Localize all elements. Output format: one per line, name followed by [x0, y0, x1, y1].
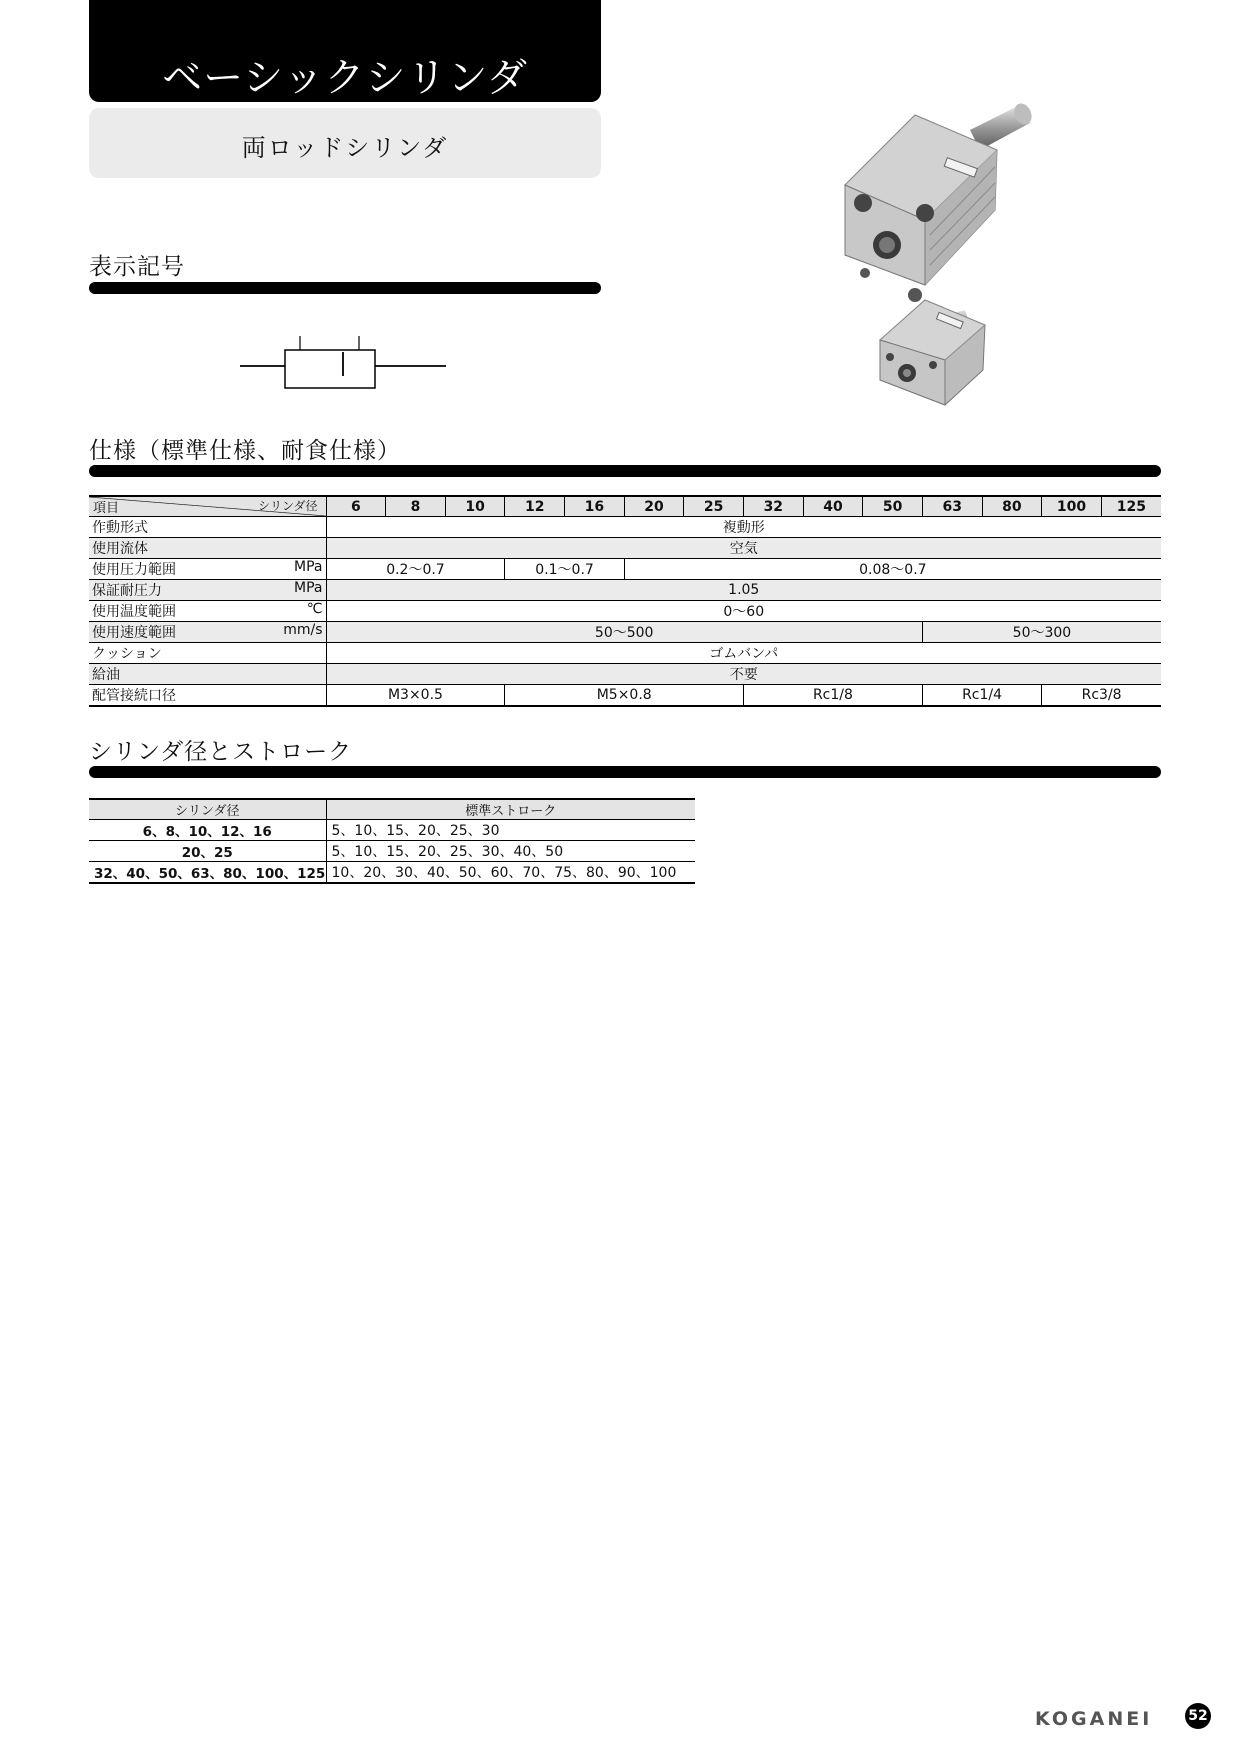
bore-header-cell: 125 — [1101, 496, 1161, 517]
spec-row-label: 作動形式 — [92, 520, 148, 537]
spec-value-cell: Rc1/8 — [743, 685, 922, 707]
spec-row-label-cell — [89, 580, 326, 601]
koganei-logo — [1035, 1706, 1170, 1730]
spec-row-unit: mm/s — [283, 622, 323, 639]
svg-text:KOGANEI: KOGANEI — [1035, 1708, 1153, 1730]
bore-header-cell: 50 — [863, 496, 923, 517]
bore-header-cell: 20 — [624, 496, 684, 517]
spec-value-cell: 0.2〜0.7 — [326, 559, 505, 580]
stroke-row — [89, 841, 695, 862]
spec-row-label: 給油 — [92, 667, 120, 684]
spec-row-label: 使用圧力範囲 — [92, 562, 176, 579]
stroke-table-header — [89, 799, 695, 820]
spec-row-label-cell — [89, 601, 326, 622]
spec-row-label-cell — [89, 685, 326, 707]
cylinder-symbol-diagram — [240, 330, 450, 390]
spec-row-label-cell — [89, 538, 326, 559]
bore-header-cell: 80 — [982, 496, 1042, 517]
spec-row-unit: MPa — [294, 559, 323, 576]
corner-bore-label: シリンダ径 — [257, 499, 318, 513]
bore-header-cell: 12 — [505, 496, 565, 517]
spec-row-label: 使用温度範囲 — [92, 604, 176, 621]
spec-row — [89, 538, 1161, 559]
spec-row-unit: MPa — [294, 580, 323, 597]
stroke-header-strokes: 標準ストローク — [326, 799, 695, 820]
symbol-section-bar — [89, 282, 601, 294]
spec-value-cell: 0〜60 — [326, 601, 1161, 622]
stroke-section-title: シリンダ径とストローク — [89, 739, 353, 765]
spec-table-header — [89, 496, 1161, 517]
spec-value-cell: 不要 — [326, 664, 1161, 685]
spec-row-label-cell — [89, 517, 326, 538]
spec-value-cell: ゴムバンパ — [326, 643, 1161, 664]
spec-value-cell: 0.08〜0.7 — [624, 559, 1161, 580]
spec-value-cell: M5×0.8 — [505, 685, 744, 707]
spec-value-cell: Rc3/8 — [1042, 685, 1161, 707]
spec-value-cell: M3×0.5 — [326, 685, 505, 707]
spec-row — [89, 685, 1161, 707]
stroke-bore-cell: 32、40、50、63、80、100、125 — [89, 862, 326, 884]
spec-row-label-cell — [89, 643, 326, 664]
spec-section-bar — [89, 465, 1161, 477]
stroke-row — [89, 862, 695, 884]
stroke-bore-cell: 6、8、10、12、16 — [89, 820, 326, 841]
spec-value-cell: 0.1〜0.7 — [505, 559, 624, 580]
spec-row-label: 使用流体 — [92, 541, 148, 558]
stroke-section-bar — [89, 766, 1161, 778]
page-number: 52 — [1185, 1703, 1211, 1729]
stroke-values-cell: 5、10、15、20、25、30 — [326, 820, 695, 841]
spec-row — [89, 517, 1161, 538]
corner-item-label: 項目 — [93, 501, 120, 517]
bore-header-cell: 32 — [743, 496, 803, 517]
spec-row — [89, 643, 1161, 664]
bore-header-cell: 25 — [684, 496, 744, 517]
spec-value-cell: Rc1/4 — [922, 685, 1041, 707]
stroke-header-bore: シリンダ径 — [89, 799, 326, 820]
page-title: ベーシックシリンダ — [162, 55, 528, 101]
spec-row-label: 配管接続口径 — [92, 688, 176, 705]
title-banner — [89, 0, 601, 102]
spec-corner-cell — [89, 496, 326, 517]
spec-row — [89, 622, 1161, 643]
spec-row — [89, 559, 1161, 580]
symbol-section-title: 表示記号 — [89, 254, 185, 280]
spec-row-label: 使用速度範囲 — [92, 625, 176, 642]
stroke-row — [89, 820, 695, 841]
spec-row-label-cell — [89, 622, 326, 643]
stroke-table — [89, 798, 695, 884]
product-photo — [755, 95, 1075, 415]
stroke-values-cell: 10、20、30、40、50、60、70、75、80、90、100 — [326, 862, 695, 884]
spec-value-cell: 複動形 — [326, 517, 1161, 538]
spec-value-cell: 1.05 — [326, 580, 1161, 601]
spec-value-cell: 50〜300 — [922, 622, 1161, 643]
spec-row-label: クッション — [92, 646, 162, 663]
bore-header-cell: 10 — [445, 496, 505, 517]
stroke-bore-cell: 20、25 — [89, 841, 326, 862]
spec-table — [89, 495, 1161, 707]
spec-value-cell: 50〜500 — [326, 622, 922, 643]
bore-header-cell: 6 — [326, 496, 386, 517]
spec-row-label-cell — [89, 664, 326, 685]
bore-header-cell: 63 — [922, 496, 982, 517]
spec-row — [89, 580, 1161, 601]
page-subtitle: 両ロッドシリンダ — [241, 134, 449, 162]
bore-header-cell: 8 — [386, 496, 446, 517]
bore-header-cell: 40 — [803, 496, 863, 517]
spec-row — [89, 601, 1161, 622]
subtitle-banner — [89, 108, 601, 178]
spec-row-label: 保証耐圧力 — [92, 583, 162, 600]
spec-row — [89, 664, 1161, 685]
spec-row-unit: ℃ — [306, 601, 323, 618]
spec-row-label-cell — [89, 559, 326, 580]
bore-header-cell: 100 — [1042, 496, 1102, 517]
bore-header-cell: 16 — [565, 496, 625, 517]
spec-value-cell: 空気 — [326, 538, 1161, 559]
stroke-values-cell: 5、10、15、20、25、30、40、50 — [326, 841, 695, 862]
spec-section-title: 仕様（標準仕様、耐食仕様） — [89, 438, 401, 464]
